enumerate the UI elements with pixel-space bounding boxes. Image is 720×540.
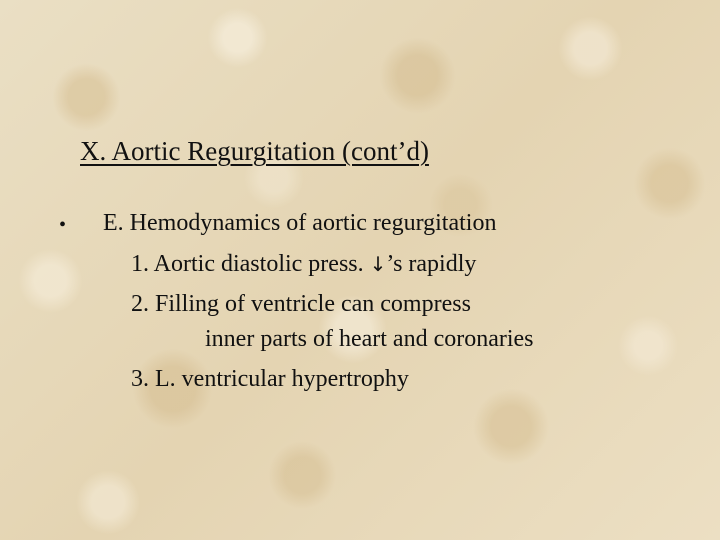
down-arrow-icon: ↓ — [369, 252, 387, 276]
list-item-2-continuation: inner parts of heart and coronaries — [205, 326, 534, 352]
list-item-3: 3. L. ventricular hypertrophy — [131, 366, 409, 392]
slide-title: X. Aortic Regurgitation (cont’d) — [80, 136, 429, 166]
list-item-1-suffix: ’s rapidly — [386, 251, 477, 277]
list-item-1-prefix: 1. Aortic diastolic press. — [131, 251, 370, 277]
bullet-heading: E. Hemodynamics of aortic regurgitation — [103, 210, 497, 236]
list-item-2: 2. Filling of ventricle can compress — [131, 291, 471, 317]
bullet-marker: • — [59, 214, 67, 236]
list-item-1 — [131, 250, 476, 278]
